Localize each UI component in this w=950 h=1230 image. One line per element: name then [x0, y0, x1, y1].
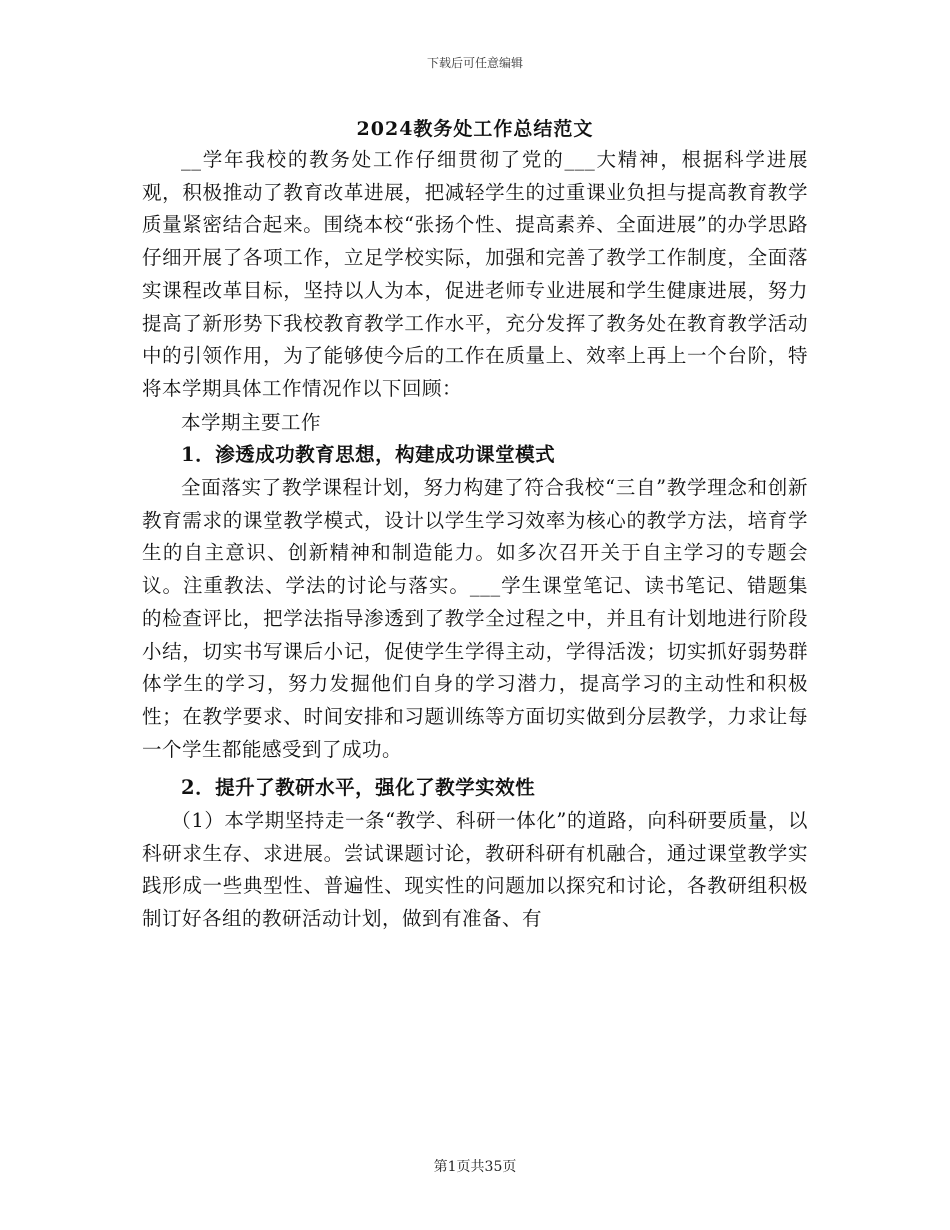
- page-number: 第1页共35页: [433, 1159, 517, 1175]
- paragraph-1: 全面落实了教学课程计划，努力构建了符合我校“三自”教学理念和创新教育需求的课堂教学模式，设计以学生学习效率为核心的教学方法，培育学生的自主意识、创新精神和制造能力。如多次召开关于自主学习的专题会议。注重教法、学法的讨论与落实。___学生课堂笔记、读书笔记、错题集的检查评比，把学法指导渗透到了教学全过程之中，并且有计划地进行阶段小结，切实书写课后小记，促使学生学得主动，学得活泼；切实抓好弱势群体学生的学习，努力发掘他们自身的学习潜力，提高学习的主动性和积极性；在教学要求、时间安排和习题训练等方面切实做到分层教学，力求让每一个学生都能感受到了成功。: [142, 476, 808, 761]
- section-heading-2: 2．提升了教研水平，强化了教学实效性: [181, 776, 536, 800]
- header-note: 下载后可任意编辑: [426, 56, 523, 70]
- section-heading-1: 1．渗透成功教育思想，构建成功课堂模式: [181, 443, 556, 467]
- document-body: [142, 114, 808, 936]
- paragraph-2: （1）本学期坚持走一条“教学、科研一体化”的道路，向科研要质量，以科研求生存、求进展。尝试课题讨论，教研科研有机融合，通过课堂教学实践形成一些典型性、普遍性、现实性的问题加以探究和讨论，各教研组积极制订好各组的教研活动计划，做到有准备、有: [142, 809, 808, 931]
- intro-paragraph: __学年我校的教务处工作仔细贯彻了党的___大精神，根据科学进展观，积极推动了教育改革进展，把减轻学生的过重课业负担与提高教育教学质量紧密结合起来。围绕本校“张扬个性、提高素养、全面进展”的办学思路仔细开展了各项工作，立足学校实际，加强和完善了教学工作制度，全面落实课程改革目标，坚持以人为本，促进老师专业进展和学生健康进展，努力提高了新形势下我校教育教学工作水平，充分发挥了教务处在教育教学活动中的引领作用，为了能够使今后的工作在质量上、效率上再上一个台阶，特将本学期具体工作情况作以下回顾：: [142, 148, 808, 400]
- document-title: 2024教务处工作总结范文: [356, 118, 594, 140]
- section-label: 本学期主要工作: [181, 410, 322, 434]
